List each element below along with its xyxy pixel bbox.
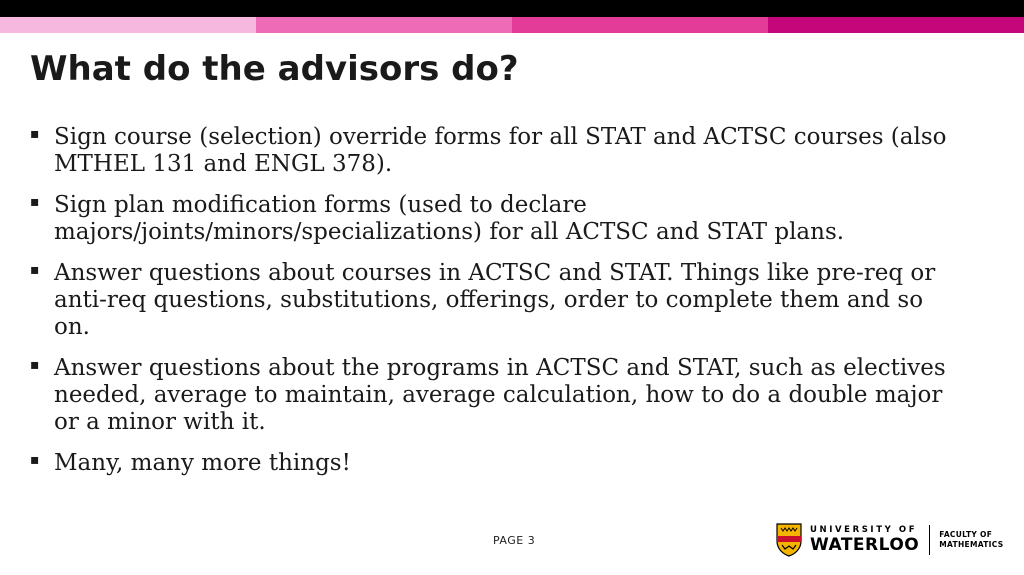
bullet-text-line: MTHEL 131 and ENGL 378). xyxy=(54,151,393,177)
bullet-text-line: Sign plan modification forms (used to declare xyxy=(54,192,587,218)
bullet-marker: ▪ xyxy=(30,357,40,373)
page-number: PAGE 3 xyxy=(493,534,536,547)
stripe-3 xyxy=(512,17,768,33)
bullet-text-line: Sign course (selection) override forms for all STAT and ACTSC courses (also xyxy=(54,124,947,150)
wordmark xyxy=(810,525,919,555)
bullet-item xyxy=(30,124,990,178)
faculty-name xyxy=(939,530,1003,550)
bullet-item xyxy=(30,260,990,341)
wordmark-waterloo: WATERLOO xyxy=(810,535,920,555)
slide-title: What do the advisors do? xyxy=(30,49,519,89)
bullet-text-line: on. xyxy=(54,314,90,340)
bullet-text-line: Answer questions about courses in ACTSC and STAT. Things like pre-req or xyxy=(54,260,936,286)
university-logo xyxy=(776,522,1003,558)
stripe-2 xyxy=(256,17,512,33)
bullet-text-line: Many, many more things! xyxy=(54,450,351,476)
bullet-marker: ▪ xyxy=(30,262,40,278)
logo-divider xyxy=(929,525,930,555)
bullet-marker: ▪ xyxy=(30,194,40,210)
bullet-text-line: or a minor with it. xyxy=(54,409,266,435)
bullet-marker: ▪ xyxy=(30,452,40,468)
bullet-list xyxy=(30,124,990,491)
bullet-text-line: needed, average to maintain, average calculation, how to do a double major xyxy=(54,382,943,408)
bullet-marker: ▪ xyxy=(30,126,40,142)
top-bar xyxy=(0,0,1024,17)
wordmark-university-of: UNIVERSITY OF xyxy=(810,525,918,535)
color-stripe-band xyxy=(0,17,1024,33)
bullet-text-line: majors/joints/minors/specializations) for all ACTSC and STAT plans. xyxy=(54,219,845,245)
stripe-1 xyxy=(0,17,256,33)
waterloo-crest-icon xyxy=(776,523,802,557)
bullet-item xyxy=(30,355,990,436)
faculty-line-1: FACULTY OF xyxy=(939,530,993,539)
faculty-line-2: MATHEMATICS xyxy=(939,540,1004,549)
bullet-text-line: Answer questions about the programs in ACTSC and STAT, such as electives xyxy=(54,355,946,381)
bullet-text-line: anti-req questions, substitutions, offerings, order to complete them and so xyxy=(54,287,924,313)
stripe-4 xyxy=(768,17,1024,33)
bullet-item xyxy=(30,450,990,477)
bullet-item xyxy=(30,192,990,246)
